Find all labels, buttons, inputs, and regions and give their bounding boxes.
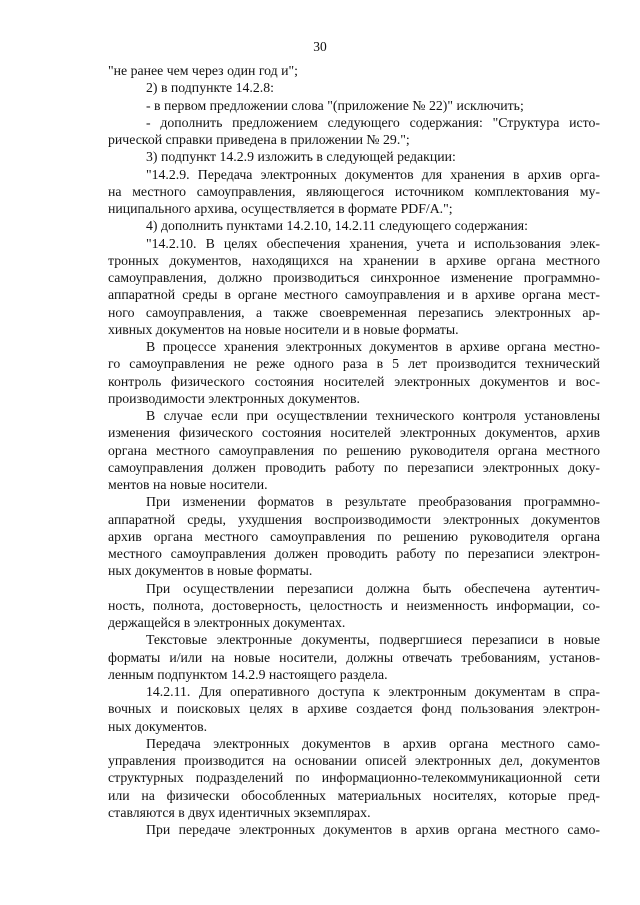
text-line: ного самоуправления, а также своевременная перезапись электронных ар- xyxy=(108,304,600,320)
text-line: В процессе хранения электронных документов в архиве органа местно- xyxy=(146,339,600,354)
text-line: производимости электронных документов. xyxy=(108,390,360,406)
text-line: местного самоуправления должен проводить работу по перезаписи электрон- xyxy=(108,546,600,561)
text-line: 4) дополнить пунктами 14.2.10, 14.2.11 следующего содержания: xyxy=(146,218,528,234)
text-line: органа местного самоуправления по решению руководителя органа местного xyxy=(108,442,600,458)
text-line: хивных документов на новые носители и в новые форматы. xyxy=(108,321,459,337)
text-line: архив органа местного самоуправления по решению руководителя органа xyxy=(108,528,600,544)
text-line: - дополнить предложением следующего содержания: "Структура исто- xyxy=(146,114,600,130)
text-line: "14.2.10. В целях обеспечения хранения, учета и использования элек- xyxy=(146,235,600,251)
text-line: аппаратной среды, ухудшения воспроизводимости электронных документов xyxy=(108,511,600,527)
text-line: ставляются в двух идентичных экземплярах. xyxy=(108,804,371,820)
text-line: самоуправления, должно производиться синхронное изменение программно- xyxy=(108,270,600,285)
text-line: ных документов в новые форматы. xyxy=(108,563,313,579)
text-line: Передача электронных документов в архив органа местного само- xyxy=(146,735,600,751)
text-line: ниципального архива, осуществляется в формате PDF/A."; xyxy=(108,201,453,216)
text-line: При изменении форматов в результате преобразования программно- xyxy=(146,494,600,510)
text-line: ленным подпунктом 14.2.9 настоящего раздела. xyxy=(108,666,388,682)
document-body xyxy=(108,62,600,838)
text-line: самоуправления должен проводить работу по перезаписи электронных доку- xyxy=(108,459,600,475)
text-line: Текстовые электронные документы, подвергшиеся перезаписи в новые xyxy=(146,632,600,648)
text-line: управления производится на основании описей электронных дел, документов xyxy=(108,753,600,768)
page-number: 30 xyxy=(313,39,327,54)
text-line: структурных подразделений по информационно-телекоммуникационной сети xyxy=(108,770,600,786)
text-line: 3) подпункт 14.2.9 изложить в следующей редакции: xyxy=(146,149,456,165)
text-line: тронных документов, находящихся на хранении в архиве органа местного xyxy=(108,252,600,268)
text-line: го самоуправления не реже одного раза в 5 лет производится технический xyxy=(108,356,600,372)
text-line: "не ранее чем через один год и"; xyxy=(108,63,298,78)
text-line: При осуществлении перезаписи должна быть обеспечена аутентич- xyxy=(146,580,600,596)
text-line: 14.2.11. Для оперативного доступа к электронным документам в спра- xyxy=(146,684,600,699)
text-line: на местного самоуправления, являющегося источником комплектования му- xyxy=(108,183,600,199)
text-line: держащейся в электронных документах. xyxy=(108,615,346,630)
text-line: аппаратной среды в органе местного самоуправления и в архиве органа мест- xyxy=(108,287,600,303)
text-line: контроль физического состояния носителей электронных документов и вос- xyxy=(108,373,600,389)
text-line: форматы и/или на новые носители, должны отвечать требованиям, установ- xyxy=(108,649,600,665)
text-line: изменения физического состояния носителей электронных документов, архив xyxy=(108,425,600,441)
text-line: вочных и поисковых целях в архиве создается фонд пользования электрон- xyxy=(108,701,600,717)
text-line: 2) в подпункте 14.2.8: xyxy=(146,80,274,96)
text-line: ных документов. xyxy=(108,718,208,734)
text-line: При передаче электронных документов в архив органа местного само- xyxy=(146,822,600,837)
text-line: рической справки приведена в приложении № 29."; xyxy=(108,132,410,147)
text-line: ность, полнота, достоверность, целостность и неизменность информации, со- xyxy=(108,597,600,613)
text-line: или на физически обособленных материальных носителях, которые пред- xyxy=(108,787,600,803)
text-line: - в первом предложении слова "(приложение № 22)" исключить; xyxy=(146,97,524,113)
text-line: "14.2.9. Передача электронных документов для хранения в архив орга- xyxy=(146,166,600,182)
text-line: В случае если при осуществлении технического контроля установлены xyxy=(146,408,600,423)
text-line: ментов на новые носители. xyxy=(108,477,268,492)
